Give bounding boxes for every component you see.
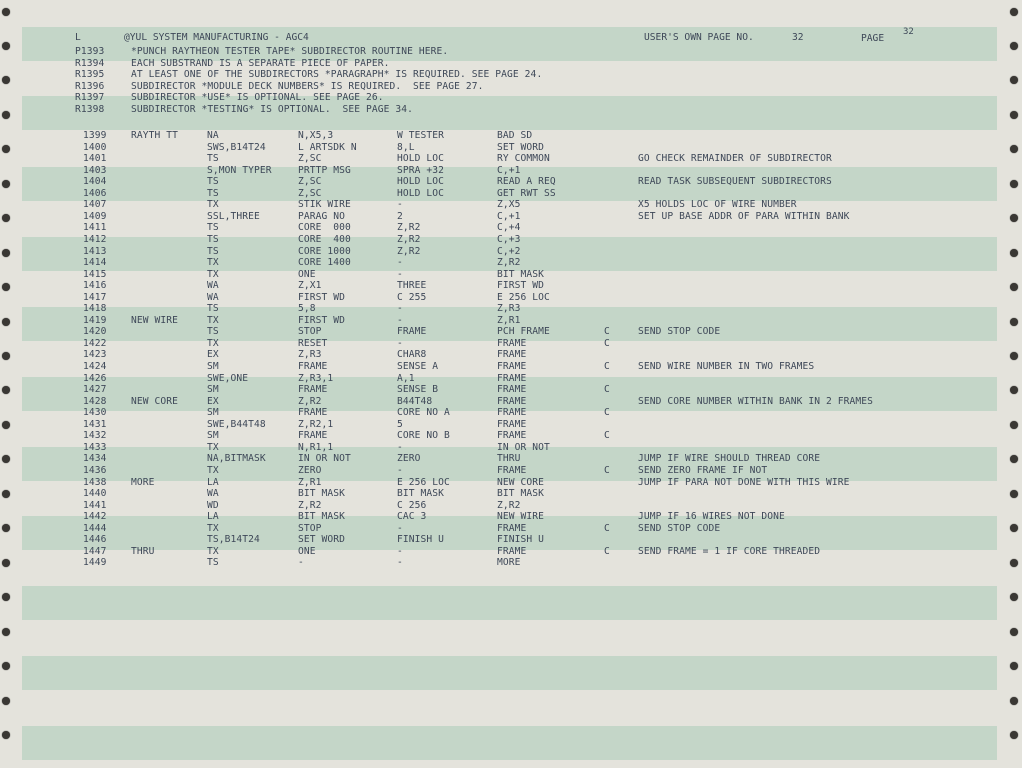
address-field: HOLD LOC	[397, 153, 445, 165]
address-field: PRTTP MSG	[298, 164, 351, 176]
address-field: CORE NO A	[397, 407, 450, 419]
line-number: 1422	[83, 337, 107, 349]
feed-hole-icon	[1010, 352, 1018, 360]
line-number: 1436	[83, 464, 107, 476]
address-field: -	[397, 303, 403, 315]
line-number: 1434	[83, 453, 107, 465]
line-number: 1444	[83, 522, 107, 534]
address-field: FRAME	[497, 522, 527, 534]
feed-hole-icon	[2, 490, 10, 498]
feed-hole-icon	[2, 111, 10, 119]
comment-text: X5 HOLDS LOC OF WIRE NUMBER	[638, 199, 797, 211]
address-field: CORE 000	[298, 222, 351, 234]
feed-hole-icon	[1010, 593, 1018, 601]
op-code: TX	[207, 199, 219, 211]
address-field: -	[397, 545, 403, 557]
remark-number: R1396	[75, 80, 105, 92]
address-field: Z,X1	[298, 280, 322, 292]
address-field: FRAME	[298, 361, 328, 372]
feed-hole-icon	[2, 662, 10, 670]
feed-hole-icon	[2, 180, 10, 188]
remark-number: R1394	[75, 57, 105, 69]
address-field: C 255	[397, 291, 427, 303]
address-field: HOLD LOC	[397, 187, 445, 199]
address-field: C,+1	[497, 210, 521, 222]
address-field: SENSE A	[397, 361, 439, 372]
address-field: FIRST WD	[298, 291, 346, 303]
feed-hole-icon	[2, 455, 10, 463]
remark-number: R1397	[75, 92, 105, 104]
comment-text: SEND ZERO FRAME IF NOT	[638, 464, 768, 476]
feed-hole-icon	[1010, 8, 1018, 16]
flag-mark: C	[604, 464, 610, 476]
address-field: Z,R2	[497, 257, 521, 269]
address-field: 5	[397, 418, 403, 430]
op-code: TS	[207, 222, 219, 234]
address-field: -	[397, 268, 403, 280]
line-number: 1424	[83, 361, 107, 372]
comment-text: SEND STOP CODE	[638, 326, 721, 338]
op-code: WA	[207, 291, 219, 303]
location-label: NEW WIRE	[131, 314, 179, 326]
address-field: Z,R2	[497, 499, 521, 511]
address-field: FRAME	[298, 407, 328, 419]
comment-text: SET UP BASE ADDR OF PARA WITHIN BANK	[638, 210, 850, 222]
op-code: TS	[207, 245, 219, 257]
remark-text: *PUNCH RAYTHEON TESTER TAPE* SUBDIRECTOR ROUTINE HERE.	[131, 46, 449, 57]
line-number: 1447	[83, 545, 107, 557]
address-field: Z,R2	[397, 245, 421, 257]
line-number: 1409	[83, 210, 107, 222]
line-number: 1440	[83, 488, 107, 500]
remark-text: EACH SUBSTRAND IS A SEPARATE PIECE OF PAPER.	[131, 57, 390, 69]
address-field: RESET	[298, 337, 328, 349]
address-field: Z,R2	[298, 499, 322, 511]
address-field: -	[397, 522, 403, 534]
address-field: FRAME	[497, 545, 527, 557]
feed-hole-icon	[1010, 42, 1018, 50]
line-number: 1426	[83, 372, 107, 384]
page-title: @YUL SYSTEM MANUFACTURING - AGC4	[124, 32, 309, 43]
comment-text: GO CHECK REMAINDER OF SUBDIRECTOR	[638, 153, 832, 165]
remark-number: P1393	[75, 46, 105, 57]
feed-hole-icon	[2, 352, 10, 360]
address-field: -	[397, 441, 403, 453]
feed-hole-icon	[1010, 283, 1018, 291]
address-field: W TESTER	[397, 130, 445, 141]
address-field: ONE	[298, 545, 316, 557]
address-field: THREE	[397, 280, 427, 292]
feed-hole-icon	[2, 214, 10, 222]
feed-hole-icon	[2, 386, 10, 394]
line-number: 1441	[83, 499, 107, 511]
line-number: 1404	[83, 176, 107, 188]
op-code: SM	[207, 430, 219, 442]
feed-hole-icon	[2, 628, 10, 636]
line-number: 1420	[83, 326, 107, 338]
address-field: BIT MASK	[298, 488, 346, 500]
address-field: B44T48	[397, 395, 433, 407]
flag-mark: C	[604, 430, 610, 442]
address-field: -	[397, 314, 403, 326]
feed-hole-icon	[1010, 145, 1018, 153]
line-number: 1430	[83, 407, 107, 419]
comment-text: SEND WIRE NUMBER IN TWO FRAMES	[638, 361, 815, 372]
feed-hole-icon	[1010, 628, 1018, 636]
address-field: FRAME	[397, 326, 427, 338]
op-code: SM	[207, 407, 219, 419]
feed-hole-icon	[2, 8, 10, 16]
address-field: FRAME	[298, 384, 328, 396]
address-field: FRAME	[497, 361, 527, 372]
green-bar	[22, 656, 997, 690]
feed-hole-icon	[2, 731, 10, 739]
feed-hole-icon	[1010, 697, 1018, 705]
address-field: Z,R2,1	[298, 418, 334, 430]
comment-text: SEND FRAME = 1 IF CORE THREADED	[638, 545, 821, 557]
location-label: THRU	[131, 545, 155, 557]
comment-text: READ TASK SUBSEQUENT SUBDIRECTORS	[638, 176, 832, 188]
address-field: L ARTSDK N	[298, 141, 357, 153]
op-code: TX	[207, 268, 219, 280]
line-number: 1423	[83, 349, 107, 361]
line-number: 1419	[83, 314, 107, 326]
op-code: S,MON TYPER	[207, 164, 272, 176]
address-field: -	[397, 199, 403, 211]
address-field: C,+2	[497, 245, 521, 257]
address-field: Z,SC	[298, 187, 322, 199]
feed-hole-icon	[1010, 455, 1018, 463]
address-field: C,+3	[497, 233, 521, 245]
header-mark: L	[75, 32, 81, 43]
address-field: N,R1,1	[298, 441, 334, 453]
address-field: MORE	[497, 557, 521, 569]
address-field: CHAR8	[397, 349, 427, 361]
address-field: E 256 LOC	[497, 291, 550, 303]
address-field: 5,8	[298, 303, 316, 315]
users-page-number: 32	[792, 32, 804, 43]
address-field: Z,R3	[298, 349, 322, 361]
address-field: Z,R1	[497, 314, 521, 326]
line-number: 1401	[83, 153, 107, 165]
line-number: 1428	[83, 395, 107, 407]
op-code: TX	[207, 464, 219, 476]
line-number: 1433	[83, 441, 107, 453]
feed-hole-icon	[1010, 214, 1018, 222]
line-number: 1442	[83, 511, 107, 523]
line-number: 1399	[83, 130, 107, 141]
line-number: 1417	[83, 291, 107, 303]
address-field: NEW WIRE	[497, 511, 545, 523]
op-code: TS	[207, 153, 219, 165]
remark-text: AT LEAST ONE OF THE SUBDIRECTORS *PARAGRAPH* IS REQUIRED. SEE PAGE 24.	[131, 69, 543, 81]
address-field: C 256	[397, 499, 427, 511]
feed-hole-icon	[1010, 524, 1018, 532]
op-code: SWE,ONE	[207, 372, 249, 384]
address-field: FRAME	[298, 430, 328, 442]
address-field: ONE	[298, 268, 316, 280]
op-code: TS	[207, 187, 219, 199]
feed-hole-icon	[2, 524, 10, 532]
op-code: SM	[207, 384, 219, 396]
location-label: MORE	[131, 476, 155, 488]
feed-hole-icon	[1010, 249, 1018, 257]
address-field: BAD SD	[497, 130, 533, 141]
address-field: -	[397, 464, 403, 476]
feed-hole-icon	[2, 593, 10, 601]
feed-hole-icon	[1010, 111, 1018, 119]
feed-hole-icon	[1010, 421, 1018, 429]
feed-hole-icon	[2, 145, 10, 153]
op-code: SSL,THREE	[207, 210, 260, 222]
feed-hole-icon	[1010, 76, 1018, 84]
feed-hole-icon	[2, 559, 10, 567]
address-field: BIT MASK	[397, 488, 445, 500]
address-field: BIT MASK	[298, 511, 346, 523]
op-code: LA	[207, 511, 219, 523]
green-bar	[22, 726, 997, 760]
address-field: FINISH U	[397, 534, 445, 546]
line-number: 1407	[83, 199, 107, 211]
flag-mark: C	[604, 337, 610, 349]
op-code: TX	[207, 257, 219, 269]
address-field: PARAG NO	[298, 210, 346, 222]
op-code: LA	[207, 476, 219, 488]
op-code: TX	[207, 314, 219, 326]
feed-hole-icon	[2, 249, 10, 257]
feed-hole-icon	[2, 42, 10, 50]
address-field: GET RWT SS	[497, 187, 556, 199]
feed-hole-icon	[2, 76, 10, 84]
line-number: 1446	[83, 534, 107, 546]
op-code: SWS,B14T24	[207, 141, 266, 153]
address-field: CORE 1400	[298, 257, 351, 269]
feed-hole-icon	[2, 318, 10, 326]
address-field: FRAME	[497, 372, 527, 384]
comment-text: SEND CORE NUMBER WITHIN BANK IN 2 FRAMES	[638, 395, 874, 407]
users-page-label: USER'S OWN PAGE NO.	[644, 32, 754, 43]
address-field: 8,L	[397, 141, 415, 153]
flag-mark: C	[604, 545, 610, 557]
address-field: ZERO	[397, 453, 421, 465]
address-field: FRAME	[497, 349, 527, 361]
op-code: WA	[207, 280, 219, 292]
address-field: FRAME	[497, 430, 527, 442]
address-field: FRAME	[497, 407, 527, 419]
line-number: 1400	[83, 141, 107, 153]
address-field: Z,SC	[298, 153, 322, 165]
address-field: BIT MASK	[497, 268, 545, 280]
address-field: FINISH U	[497, 534, 545, 546]
address-field: NEW CORE	[497, 476, 545, 488]
op-code: WD	[207, 499, 219, 511]
line-number: 1438	[83, 476, 107, 488]
comment-text: JUMP IF 16 WIRES NOT DONE	[638, 511, 785, 523]
address-field: Z,R3,1	[298, 372, 334, 384]
line-number: 1406	[83, 187, 107, 199]
line-number: 1449	[83, 557, 107, 569]
address-field: CORE 400	[298, 233, 351, 245]
feed-hole-icon	[2, 421, 10, 429]
tractor-holes-right	[1008, 0, 1022, 768]
op-code: SM	[207, 361, 219, 372]
feed-hole-icon	[1010, 662, 1018, 670]
address-field: E 256 LOC	[397, 476, 450, 488]
address-field: RY COMMON	[497, 153, 550, 165]
op-code: TX	[207, 441, 219, 453]
address-field: FRAME	[497, 337, 527, 349]
address-field: Z,R1	[298, 476, 322, 488]
address-field: SET WORD	[298, 534, 346, 546]
address-field: STOP	[298, 522, 322, 534]
op-code: TX	[207, 522, 219, 534]
address-field: THRU	[497, 453, 521, 465]
address-field: STOP	[298, 326, 322, 338]
feed-hole-icon	[1010, 386, 1018, 394]
address-field: IN OR NOT	[298, 453, 351, 465]
line-number: 1431	[83, 418, 107, 430]
line-number: 1413	[83, 245, 107, 257]
op-code: TX	[207, 337, 219, 349]
op-code: TS,B14T24	[207, 534, 260, 546]
flag-mark: C	[604, 326, 610, 338]
green-bar	[22, 586, 997, 620]
address-field: -	[298, 557, 304, 569]
address-field: IN OR NOT	[497, 441, 550, 453]
address-field: 2	[397, 210, 403, 222]
flag-mark: C	[604, 522, 610, 534]
line-number: 1411	[83, 222, 107, 234]
op-code: TS	[207, 303, 219, 315]
line-number: 1416	[83, 280, 107, 292]
flag-mark: C	[604, 407, 610, 419]
address-field: PCH FRAME	[497, 326, 550, 338]
feed-hole-icon	[2, 697, 10, 705]
comment-text: SEND STOP CODE	[638, 522, 721, 534]
line-number: 1415	[83, 268, 107, 280]
op-code: WA	[207, 488, 219, 500]
address-field: Z,R2	[397, 233, 421, 245]
remark-text: SUBDIRECTOR *TESTING* IS OPTIONAL. SEE PAGE 34.	[131, 104, 414, 115]
location-label: NEW CORE	[131, 395, 179, 407]
address-field: N,X5,3	[298, 130, 334, 141]
address-field: FIRST WD	[497, 280, 545, 292]
address-field: FRAME	[497, 384, 527, 396]
address-field: HOLD LOC	[397, 176, 445, 188]
address-field: -	[397, 337, 403, 349]
tractor-holes-left	[0, 0, 14, 768]
address-field: SPRA +32	[397, 164, 445, 176]
address-field: Z,R2	[298, 395, 322, 407]
address-field: -	[397, 257, 403, 269]
op-code: SWE,B44T48	[207, 418, 266, 430]
op-code: NA,BITMASK	[207, 453, 266, 465]
address-field: A,1	[397, 372, 415, 384]
line-number: 1412	[83, 233, 107, 245]
address-field: STIK WIRE	[298, 199, 351, 211]
address-field: ZERO	[298, 464, 322, 476]
op-code: TS	[207, 233, 219, 245]
address-field: FRAME	[497, 464, 527, 476]
comment-text: JUMP IF WIRE SHOULD THREAD CORE	[638, 453, 821, 465]
op-code: EX	[207, 349, 219, 361]
address-field: Z,SC	[298, 176, 322, 188]
address-field: C,+4	[497, 222, 521, 234]
line-number: 1427	[83, 384, 107, 396]
address-field: SENSE B	[397, 384, 439, 396]
page-number: 32	[903, 27, 914, 37]
address-field: FIRST WD	[298, 314, 346, 326]
op-code: TS	[207, 176, 219, 188]
address-field: READ A REQ	[497, 176, 556, 188]
comment-text: JUMP IF PARA NOT DONE WITH THIS WIRE	[638, 476, 850, 488]
line-number: 1432	[83, 430, 107, 442]
address-field: BIT MASK	[497, 488, 545, 500]
flag-mark: C	[604, 361, 610, 372]
address-field: Z,X5	[497, 199, 521, 211]
feed-hole-icon	[1010, 180, 1018, 188]
feed-hole-icon	[1010, 731, 1018, 739]
address-field: -	[397, 557, 403, 569]
line-number: 1414	[83, 257, 107, 269]
remark-number: R1395	[75, 69, 105, 81]
remark-number: R1398	[75, 104, 105, 115]
feed-hole-icon	[1010, 490, 1018, 498]
address-field: C,+1	[497, 164, 521, 176]
remark-text: SUBDIRECTOR *USE* IS OPTIONAL. SEE PAGE 26.	[131, 92, 384, 104]
op-code: EX	[207, 395, 219, 407]
op-code: TS	[207, 557, 219, 569]
line-number: 1403	[83, 164, 107, 176]
feed-hole-icon	[1010, 318, 1018, 326]
feed-hole-icon	[1010, 559, 1018, 567]
address-field: CORE NO B	[397, 430, 450, 442]
address-field: CAC 3	[397, 511, 427, 523]
flag-mark: C	[604, 384, 610, 396]
page-label: PAGE	[861, 33, 885, 44]
address-field: FRAME	[497, 418, 527, 430]
feed-hole-icon	[2, 283, 10, 291]
address-field: Z,R3	[497, 303, 521, 315]
address-field: Z,R2	[397, 222, 421, 234]
address-field: FRAME	[497, 395, 527, 407]
remark-text: SUBDIRECTOR *MODULE DECK NUMBERS* IS REQUIRED. SEE PAGE 27.	[131, 80, 484, 92]
address-field: SET WORD	[497, 141, 545, 153]
op-code: TX	[207, 545, 219, 557]
line-number: 1418	[83, 303, 107, 315]
location-label: RAYTH TT	[131, 130, 179, 141]
op-code: TS	[207, 326, 219, 338]
address-field: CORE 1000	[298, 245, 351, 257]
op-code: NA	[207, 130, 219, 141]
